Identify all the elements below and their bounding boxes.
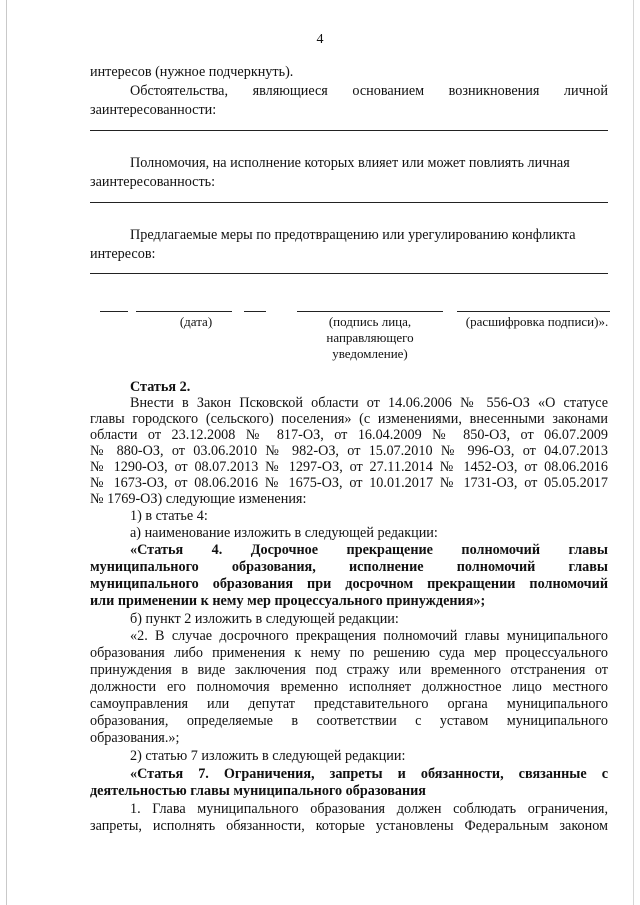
article-line: образования.»; [90, 730, 180, 746]
form-line: Предлагаемые меры по предотвращению или урегулированию конфликта [130, 227, 576, 243]
article-line: 2) статью 7 изложить в следующей редакции: [130, 748, 406, 764]
signature-caption: направляющего [326, 330, 414, 345]
form-line: интересов (нужное подчеркнуть). [90, 64, 294, 80]
form-line: интересов: [90, 246, 156, 262]
form-line: Полномочия, на исполнение которых влияет или может повлиять личная [130, 155, 570, 171]
article-line-bold: или применении к нему мер процессуального принуждения»; [90, 593, 486, 609]
article-line-bold: муниципального образования, исполнение полномочий главы [90, 559, 608, 575]
article-line-bold: муниципального образования при досрочном прекращении полномочий [90, 576, 608, 592]
date-caption: (дата) [179, 314, 213, 329]
article-line: «2. В случае досрочного прекращения полномочий главы муниципального [130, 628, 608, 644]
article-line-bold: «Статья 4. Досрочное прекращение полномочий главы [130, 542, 608, 558]
article-line: № 1673-ОЗ, от 08.06.2016 № 1675-ОЗ, от 10.01.2017 № 1731-ОЗ, от 05.05.2017 [90, 475, 608, 491]
fill-in-line [90, 273, 608, 274]
signature-caption: уведомление) [332, 346, 408, 361]
scan-edge-right [633, 0, 634, 905]
signature-line [136, 311, 232, 312]
form-line: Обстоятельства, являющиеся основанием возникновения личной [130, 83, 608, 99]
article-line-bold: «Статья 7. Ограничения, запреты и обязанности, связанные с [130, 766, 608, 782]
fill-in-line [90, 202, 608, 203]
article-line: № 880-ОЗ, от 03.06.2010 № 982-ОЗ, от 15.07.2010 № 996-ОЗ, от 04.07.2013 [90, 443, 608, 459]
article-line: образования либо применения к нему по решению суда мер процессуального [90, 645, 608, 661]
article-line: области от 23.12.2008 № 817-ОЗ, от 16.04.2009 № 850-ОЗ, от 06.07.2009 [90, 427, 608, 443]
article-line: а) наименование изложить в следующей редакции: [130, 525, 438, 541]
article-line: № 1769-ОЗ) следующие изменения: [90, 491, 307, 507]
signature-caption: (подпись лица, [328, 314, 412, 329]
article-line: 1) в статье 4: [130, 508, 208, 524]
signature-line [297, 311, 443, 312]
scan-edge-left [6, 0, 7, 905]
article-line-bold: деятельностью главы муниципального образования [90, 783, 426, 799]
page-number: 4 [316, 32, 324, 47]
article-line: принуждения в виде заключения под стражу или временного отстранения от [90, 662, 608, 678]
signature-line [244, 311, 266, 312]
article-line: 1. Глава муниципального образования должен соблюдать ограничения, [130, 801, 608, 817]
article-line: Внести в Закон Псковской области от 14.06.2006 № 556-ОЗ «О статусе [130, 395, 608, 411]
fill-in-line [90, 130, 608, 131]
form-line: заинтересованности: [90, 102, 217, 118]
form-line: заинтересованность: [90, 174, 216, 190]
article-line: самоуправления или депутат представительного органа муниципального [90, 696, 608, 712]
article-line: главы городского (сельского) поселения» (с изменениями, внесенными законами [90, 411, 608, 427]
article-line: б) пункт 2 изложить в следующей редакции: [130, 611, 399, 627]
decode-caption: (расшифровка подписи)». [465, 314, 609, 329]
article-line: запреты, исполнять обязанности, которые установлены Федеральным законом [90, 818, 608, 834]
article-line: № 1290-ОЗ, от 08.07.2013 № 1297-ОЗ, от 27.11.2014 № 1452-ОЗ, от 08.06.2016 [90, 459, 608, 475]
article-line: должности его полномочия временно исполняет должностное лицо местного [90, 679, 608, 695]
signature-line [100, 311, 128, 312]
signature-line [457, 311, 610, 312]
article-line: образования, определяемые в соответствии с уставом муниципального [90, 713, 608, 729]
article-heading: Статья 2. [130, 379, 191, 395]
